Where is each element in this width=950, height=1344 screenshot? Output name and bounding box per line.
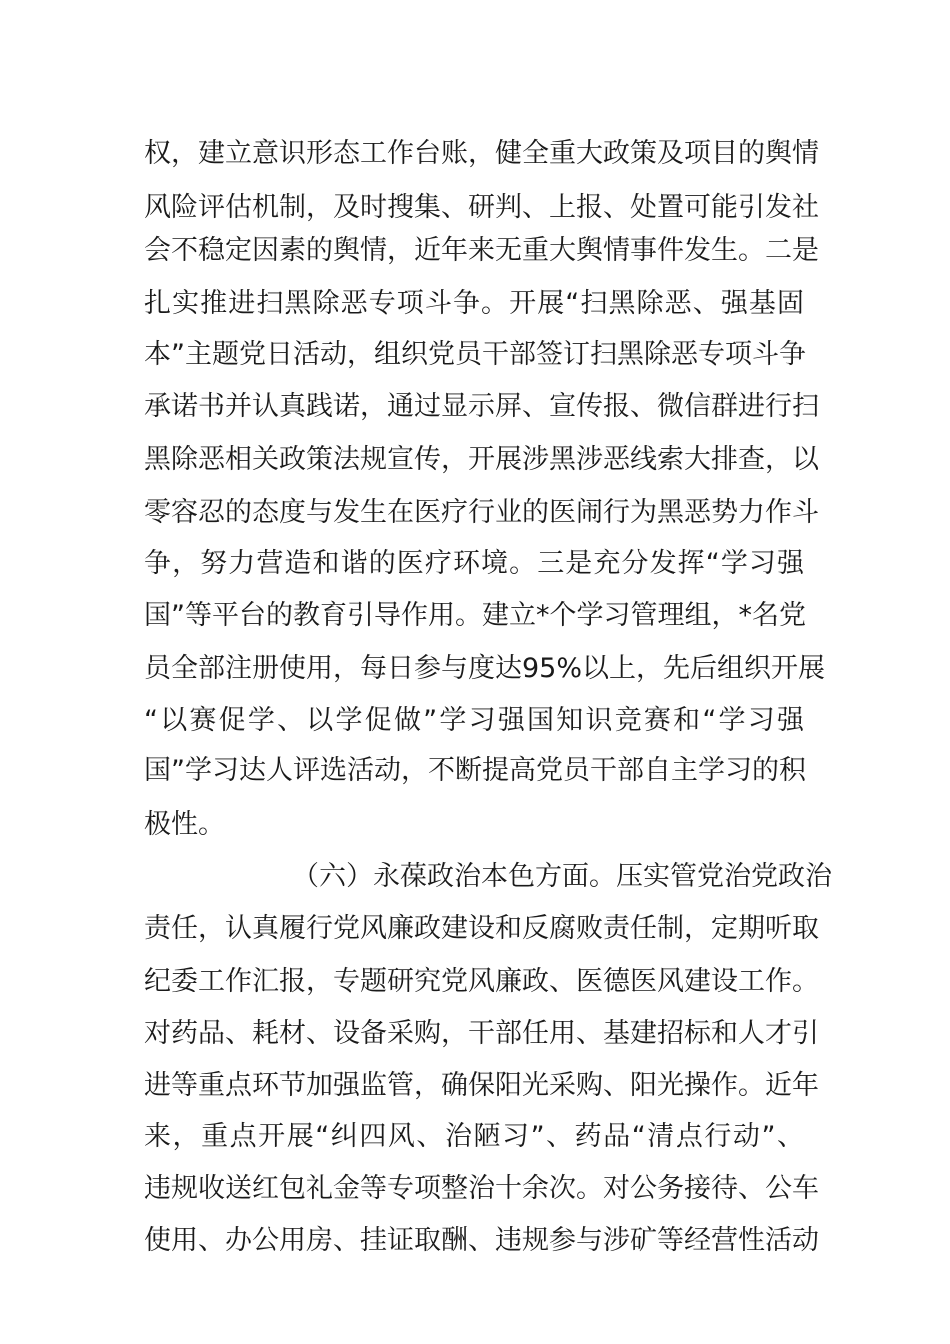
- section-heading-line: （六）永葆政治本色方面。压实管党治党政治: [292, 861, 832, 892]
- text-line: 极性。: [144, 809, 225, 840]
- text-line: 国”等平台的教育引导作用。建立*个学习管理组，*名党: [144, 600, 806, 631]
- text-line: 违规收送红包礼金等专项整治十余次。对公务接待、公车: [144, 1173, 819, 1204]
- text-line: 黑除恶相关政策法规宣传，开展涉黑涉恶线索大排查，以: [144, 444, 819, 475]
- text-line: 纪委工作汇报，专题研究党风廉政、医德医风建设工作。: [144, 966, 819, 997]
- text-line: 对药品、耗材、设备采购，干部任用、基建招标和人才引: [144, 1018, 819, 1049]
- text-line: 零容忍的态度与发生在医疗行业的医闹行为黑恶势力作斗: [144, 497, 819, 528]
- text-line: 国”学习达人评选活动，不断提高党员干部自主学习的积: [144, 755, 806, 786]
- text-line: 使用、办公用房、挂证取酬、违规参与涉矿等经营性活动: [144, 1225, 819, 1256]
- text-line: 扎实推进扫黑除恶专项斗争。开展“扫黑除恶、强基固: [144, 288, 804, 319]
- text-line: 会不稳定因素的舆情，近年来无重大舆情事件发生。二是: [144, 235, 819, 266]
- text-line: 承诺书并认真践诺，通过显示屏、宣传报、微信群进行扫: [144, 391, 819, 422]
- text-line: 责任，认真履行党风廉政建设和反腐败责任制，定期听取: [144, 913, 819, 944]
- text-line: 进等重点环节加强监管，确保阳光采购、阳光操作。近年: [144, 1070, 819, 1101]
- text-line: 权，建立意识形态工作台账，健全重大政策及项目的舆情: [144, 138, 819, 169]
- text-line: 争，努力营造和谐的医疗环境。三是充分发挥“学习强: [144, 548, 804, 579]
- text-line: 本”主题党日活动，组织党员干部签订扫黑除恶专项斗争: [144, 339, 806, 370]
- text-line: 风险评估机制，及时搜集、研判、上报、处置可能引发社: [144, 192, 819, 223]
- text-line: “以赛促学、以学促做”学习强国知识竞赛和“学习强: [144, 705, 804, 736]
- text-line: 来，重点开展“纠四风、治陋习”、药品“清点行动”、: [144, 1121, 804, 1152]
- text-line: 员全部注册使用，每日参与度达95%以上，先后组织开展: [144, 653, 826, 684]
